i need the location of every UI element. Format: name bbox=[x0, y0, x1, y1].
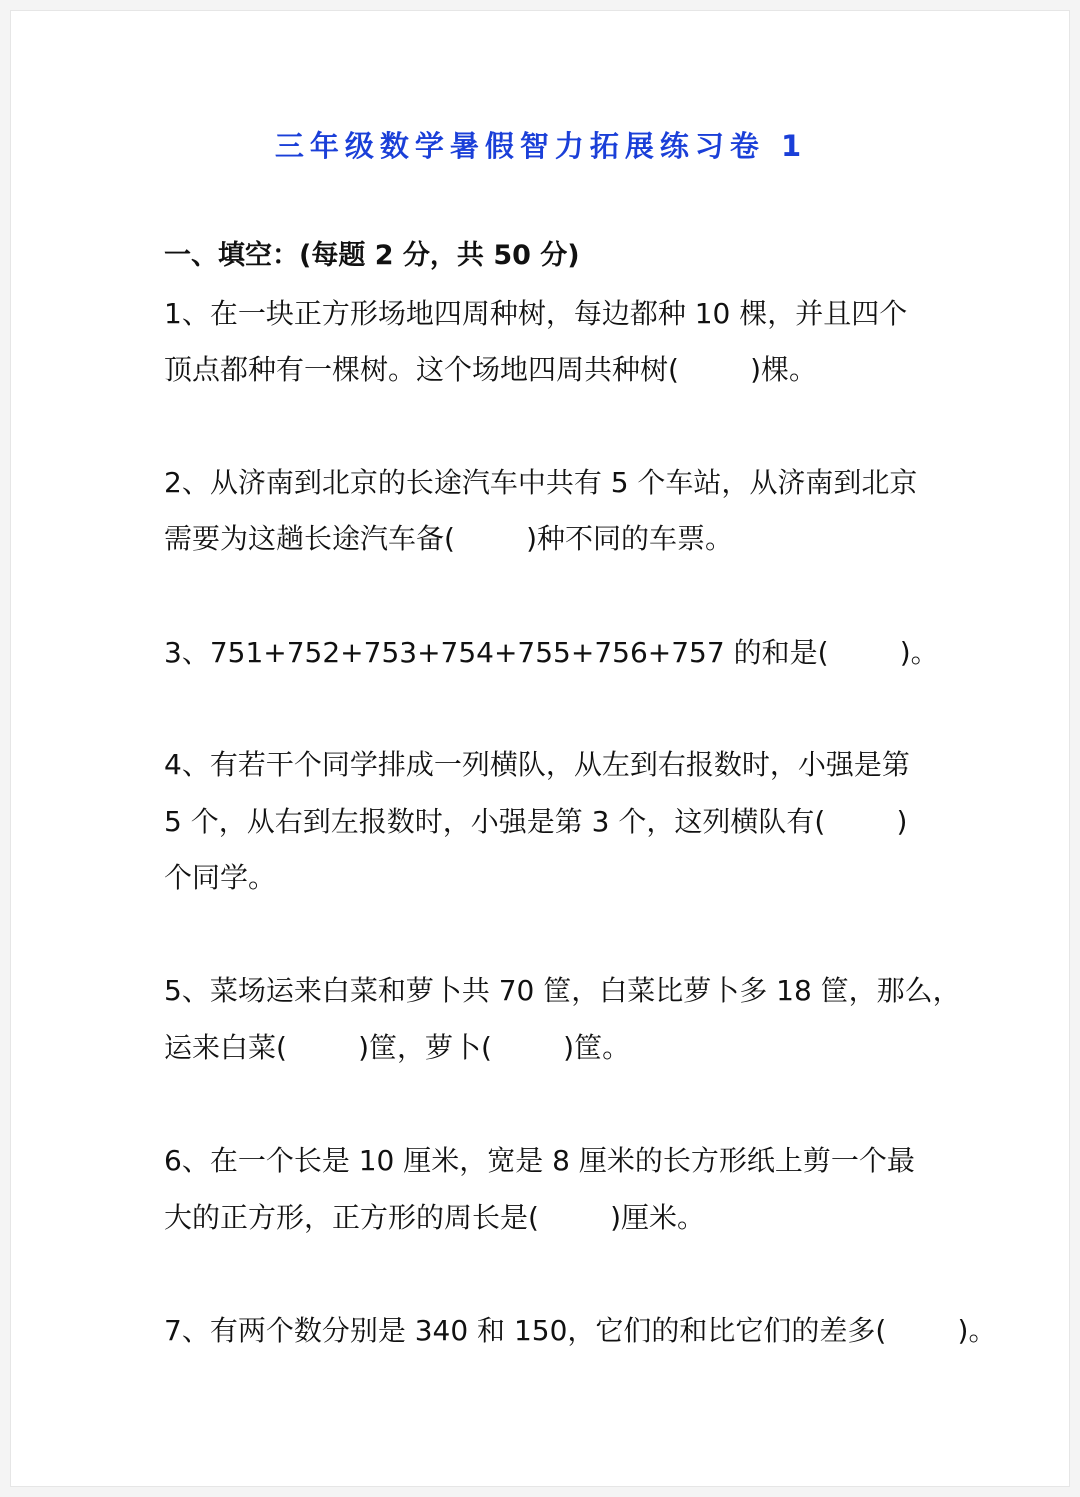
worksheet-page bbox=[10, 10, 1070, 1487]
question-4-line-1: 4、有若干个同学排成一列横队，从左到右报数时，小强是第 bbox=[164, 748, 910, 781]
question-6-line-1: 6、在一个长是 10 厘米，宽是 8 厘米的长方形纸上剪一个最 bbox=[164, 1144, 915, 1177]
question-3-line-1: 3、751+752+753+754+755+756+757 的和是( )。 bbox=[164, 636, 939, 669]
question-2-line-1: 2、从济南到北京的长途汽车中共有 5 个车站，从济南到北京 bbox=[164, 466, 918, 499]
question-6-line-2: 大的正方形，正方形的周长是( )厘米。 bbox=[164, 1201, 706, 1234]
question-2-line-2: 需要为这趟长途汽车备( )种不同的车票。 bbox=[164, 522, 734, 555]
question-5-line-2: 运来白菜( )筐，萝卜( )筐。 bbox=[164, 1031, 631, 1064]
question-4-line-3: 个同学。 bbox=[164, 861, 277, 894]
question-5-line-1: 5、菜场运来白菜和萝卜共 70 筐，白菜比萝卜多 18 筐，那么， bbox=[164, 974, 961, 1007]
section-heading: 一、填空：(每题 2 分，共 50 分) bbox=[164, 240, 580, 271]
question-4-line-2: 5 个，从右到左报数时，小强是第 3 个，这列横队有( ) bbox=[164, 805, 908, 838]
question-1-line-2: 顶点都种有一棵树。这个场地四周共种树( )棵。 bbox=[164, 353, 818, 386]
question-1-line-1: 1、在一块正方形场地四周种树，每边都种 10 棵，并且四个 bbox=[164, 297, 908, 330]
worksheet-title: 三年级数学暑假智力拓展练习卷 1 bbox=[274, 129, 808, 163]
question-7-line-1: 7、有两个数分别是 340 和 150，它们的和比它们的差多( )。 bbox=[164, 1314, 997, 1347]
